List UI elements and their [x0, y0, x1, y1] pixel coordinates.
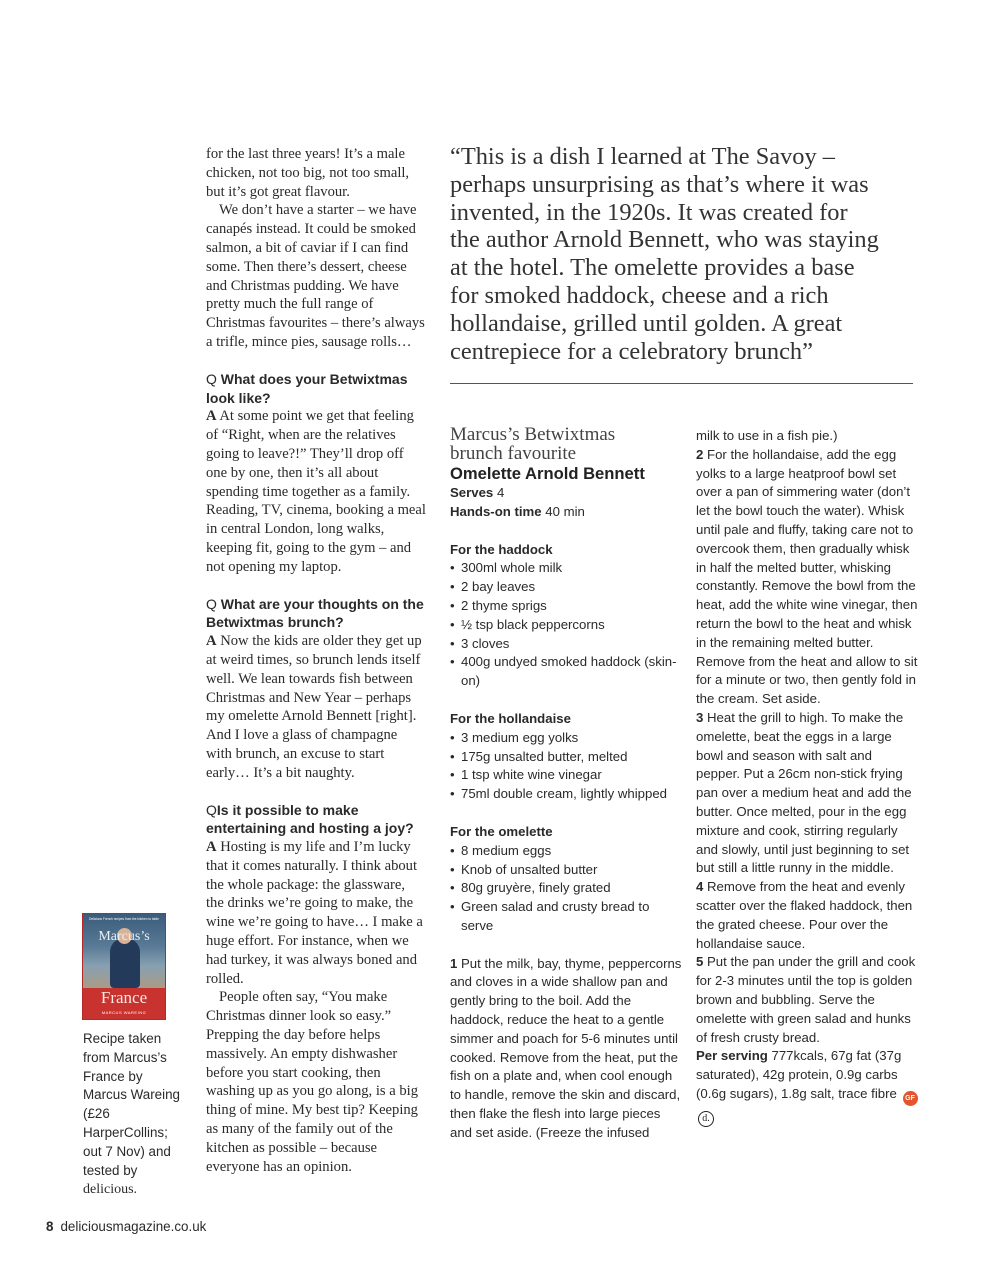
pull-quote-line: for smoked haddock, cheese and a rich [450, 281, 829, 309]
step-number: 5 [696, 954, 704, 970]
pull-quote-line: perhaps unsurprising as that’s where it was [450, 170, 869, 198]
answer-3-continued: People often say, “You make Christmas dinner look so easy.” Prepping the day before helps massively. An empty dishwasher before you start cooking, then washing up as you go along, is a big thing of mine. My best tip? Keeping as many of the family out of the kitchen as possible – because everyone has an opinion. [206, 989, 418, 1175]
question-2 [206, 595, 426, 633]
question-text: What are your thoughts on the Betwixtmas brunch? [206, 595, 424, 631]
answer-1 [206, 407, 426, 576]
quote-divider [450, 383, 913, 384]
q-marker: Q [206, 801, 217, 818]
step-number: 1 [450, 955, 458, 971]
q-marker: Q [206, 595, 217, 612]
ingredient-item: • 175g unsalted butter, melted [450, 748, 682, 767]
ingredient-item: • 2 thyme sprigs [450, 597, 682, 616]
interview-column [206, 145, 426, 1176]
step-text: Heat the grill to high. To make the omelette, beat the eggs in a large bowl and season with salt and pepper. Put a 26cm non-stick frying pan over a medium heat and add the butter. Once melted, pour in the egg mixture and cook, stirring regularly and slowly, until just beginning to set but still a little runny in the middle. [696, 709, 912, 876]
caption-text: Recipe taken from Marcus’s France by Marcus Wareing (£26 HarperCollins; out 7 Nov) and tested by [83, 1031, 180, 1178]
time-value: 40 min [545, 503, 585, 519]
ingredient-item: • 75ml double cream, lightly whipped [450, 785, 682, 804]
pull-quote-line: “This is a dish I learned at The Savoy – [450, 143, 835, 170]
cover-title-line1: Marcus’s [98, 929, 150, 944]
ingredient-item: • Green salad and crusty bread to serve [450, 898, 682, 936]
pull-quote-line: hollandaise, grilled until golden. A great [450, 309, 843, 337]
recipe-serves [450, 484, 682, 503]
ingredient-item: • 400g undyed smoked haddock (skin-on) [450, 653, 682, 691]
ingredient-item: • 3 cloves [450, 635, 682, 654]
cover-author: MARCUS WAREING [101, 1010, 147, 1015]
ingredient-list [450, 559, 682, 691]
interview-paragraph: We don’t have a starter – we have canapés instead. It could be smoked salmon, a bit of caviar if I can find some. Then there’s dessert, cheese and Christmas pudding. We have pretty much the full range of Christmas favourites – there’s always a trifle, mince pies, sausage rolls… [206, 202, 425, 350]
answer-text: At some point we get that feeling of “Right, when are the relatives going to leave?!” They’ll drop off one by one, then it’s all about spending time together as a family. Reading, TV, cinema, booking a meal in central London, long walks, keeping fit, going to the gym – and not opening my laptop. [206, 408, 426, 575]
method-step-2 [696, 446, 918, 709]
pull-quote [450, 143, 920, 365]
method-step-1-continued: milk to use in a fish pie.) [696, 428, 838, 443]
question-text: Is it possible to make entertaining and hosting a joy? [206, 801, 414, 837]
pull-quote-line: centrepiece for a celebratory brunch” [450, 337, 813, 365]
answer-text: Hosting is my life and I’m lucky that it comes naturally. I think about the whole package: the glassware, the drinks we’re going to make, the wine we’re going to have… I make a huge effort. For instance, when we had turkey, it was always boned and rolled. [206, 839, 423, 987]
ingredient-section-heading: For the haddock [450, 541, 553, 557]
step-text: Remove from the heat and evenly scatter over the flaked haddock, then the grated cheese. Pour over the hollandaise sauce. [696, 879, 913, 951]
nutrition-label: Per serving [696, 1048, 768, 1064]
serves-label: Serves [450, 485, 494, 500]
answer-text: Now the kids are older they get up at weird times, so brunch lends itself well. We lean towards fish between Christmas and New Year – perhaps my omelette Arnold Bennett [right]. And I love a glass of champagne with brunch, an excuse to start early… It’s a bit naughty. [206, 633, 422, 781]
question-3 [206, 801, 426, 839]
a-marker: A [206, 408, 217, 425]
recipe-title: Omelette Arnold Bennett [450, 464, 645, 483]
gluten-free-icon: GF [903, 1091, 918, 1106]
recipe-kicker-line: brunch favourite [450, 443, 577, 464]
method-step-3 [696, 709, 918, 878]
answer-2 [206, 632, 426, 782]
a-marker: A [206, 839, 217, 856]
recipe-kicker [450, 425, 682, 463]
method-step-4 [696, 878, 918, 953]
ingredient-section-heading: For the omelette [450, 823, 553, 839]
time-label: Hands-on time [450, 503, 542, 519]
step-number: 4 [696, 879, 704, 895]
question-text: What does your Betwixtmas look like? [206, 370, 408, 406]
nutrition-text: 777kcals, 67g fat (37g saturated), 42g protein, 0.9g carbs (0.6g sugars), 1.8g salt, trace fibre [696, 1048, 902, 1101]
ingredient-section-heading: For the hollandaise [450, 710, 571, 726]
step-text: Put the pan under the grill and cook for 2-3 minutes until the top is golden brown and bubbling. Serve the omelette with green salad and hunks of fresh crusty bread. [696, 954, 916, 1045]
cover-tagline: Delicious French recipes from the kitchen to table [89, 917, 159, 921]
step-number: 3 [696, 709, 704, 725]
footer-site: deliciousmagazine.co.uk [60, 1219, 207, 1234]
ingredient-item: • 300ml whole milk [450, 559, 682, 578]
ingredient-item: • 8 medium eggs [450, 842, 682, 861]
serves-value: 4 [496, 485, 505, 500]
pull-quote-line: invented, in the 1920s. It was created for [450, 198, 848, 226]
method-step-1 [450, 955, 682, 1143]
ingredient-item: • ½ tsp black peppercorns [450, 616, 682, 635]
nutrition-info [696, 1047, 918, 1127]
recipe-column-2 [696, 427, 918, 1127]
ingredient-item: • 1 tsp white wine vinegar [450, 766, 682, 785]
recipe-time [450, 503, 682, 522]
ingredient-item: • 2 bay leaves [450, 578, 682, 597]
question-1 [206, 370, 426, 408]
page-footer [46, 1219, 206, 1234]
caption-brand: delicious. [83, 1182, 138, 1198]
delicious-tested-icon: d. [698, 1111, 714, 1127]
step-text: For the hollandaise, add the egg yolks to a large heatproof bowl set over a pan of simmering water (don’t let the bowl touch the water). Whisk until pale and fluffy, taking care not to overcook them, then gradually whisk in half the melted butter, whisking constantly. Remove the bowl from the heat, add the white wine vinegar, then return the bowl to the heat and whisk in the remaining melted butter. Remove from the heat and allow to sit for a minute or two, then gently fold in the cream. Set aside. [696, 446, 918, 707]
ingredient-list [450, 729, 682, 804]
chef-figure [110, 938, 140, 988]
q-marker: Q [206, 370, 217, 387]
book-caption [83, 1030, 183, 1200]
pull-quote-line: the author Arnold Bennett, who was staying [450, 226, 879, 254]
answer-3 [206, 838, 426, 988]
step-text: Put the milk, bay, thyme, peppercorns and cloves in a wide shallow pan and gently bring to the boil. Add the haddock, reduce the heat to a gentle simmer and poach for 5-6 minutes until cooked. Remove from the heat, put the fish on a plate and, when cool enough to handle, remove the skin and discard, then flake the flesh into large pieces and set aside. (Freeze the infused [450, 955, 682, 1140]
ingredient-item: • 80g gruyère, finely grated [450, 879, 682, 898]
page-number: 8 [46, 1219, 54, 1234]
recipe-kicker-line: Marcus’s Betwixtmas [450, 424, 616, 445]
book-cover-image [83, 914, 165, 1019]
interview-intro-paragraph: for the last three years! It’s a male chicken, not too big, not too small, but it’s got great flavour. [206, 146, 410, 200]
ingredient-list [450, 842, 682, 936]
recipe-column-1 [450, 425, 682, 1143]
method-step-5 [696, 953, 918, 1047]
cover-title-line2: France [100, 988, 148, 1007]
step-number: 2 [696, 446, 704, 462]
pull-quote-line: at the hotel. The omelette provides a base [450, 254, 855, 282]
a-marker: A [206, 633, 217, 650]
ingredient-item: • 3 medium egg yolks [450, 729, 682, 748]
ingredient-item: • Knob of unsalted butter [450, 861, 682, 880]
